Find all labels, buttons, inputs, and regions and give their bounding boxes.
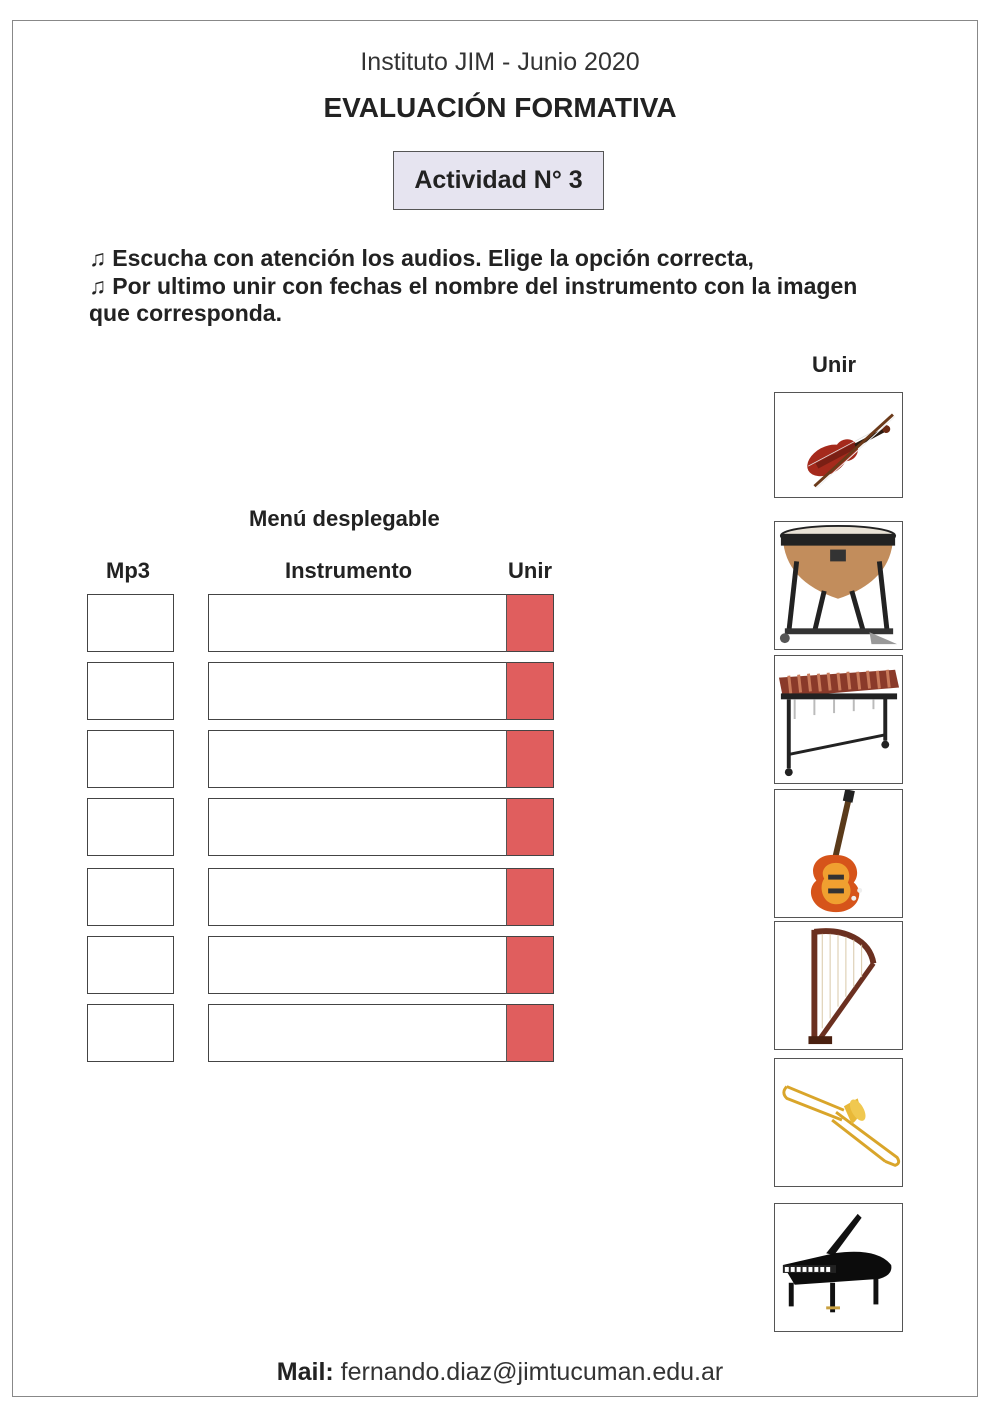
unir-images-label: Unir <box>812 352 856 377</box>
violin-icon <box>775 393 902 497</box>
xylophone-image[interactable] <box>774 655 903 784</box>
join-button[interactable] <box>506 1004 554 1062</box>
instruction-line-2: ♫ Por ultimo unir con fechas el nombre del instrumento con la imagen <box>89 272 858 299</box>
mp3-play-box[interactable] <box>87 662 174 720</box>
instrument-dropdown[interactable] <box>208 662 554 720</box>
activity-badge: Actividad N° 3 <box>393 151 604 210</box>
music-note-icon: ♫ <box>89 272 107 299</box>
join-button[interactable] <box>506 798 554 856</box>
harp-image[interactable] <box>774 921 903 1050</box>
mp3-play-box[interactable] <box>87 1004 174 1062</box>
electric-guitar-icon <box>775 790 902 917</box>
mp3-play-box[interactable] <box>87 936 174 994</box>
unir-column-label: Unir <box>508 558 552 583</box>
timpani-image[interactable] <box>774 521 903 650</box>
mp3-play-box[interactable] <box>87 798 174 856</box>
mp3-play-box[interactable] <box>87 594 174 652</box>
instructions <box>89 245 949 328</box>
instrument-dropdown[interactable] <box>208 868 554 926</box>
menu-label: Menú desplegable <box>249 506 440 531</box>
mp3-play-box[interactable] <box>87 730 174 788</box>
instruction-line-1: ♫ Escucha con atención los audios. Elige la opción correcta, <box>89 245 754 271</box>
instrument-dropdown[interactable] <box>208 1004 554 1062</box>
music-note-icon: ♫ <box>89 245 107 271</box>
institute-line: Instituto JIM - Junio 2020 <box>360 48 640 76</box>
instrument-dropdown[interactable] <box>208 936 554 994</box>
instrument-dropdown[interactable] <box>208 798 554 856</box>
instrument-dropdown[interactable] <box>208 730 554 788</box>
join-button[interactable] <box>506 662 554 720</box>
instruction-line-3: que corresponda. <box>89 300 282 326</box>
trombone-image[interactable] <box>774 1058 903 1187</box>
violin-image[interactable] <box>774 392 903 498</box>
trombone-icon <box>775 1059 902 1186</box>
instrument-dropdown[interactable] <box>208 594 554 652</box>
grand-piano-image[interactable] <box>774 1203 903 1332</box>
grand-piano-icon <box>775 1204 902 1331</box>
xylophone-icon <box>775 656 902 783</box>
mp3-play-box[interactable] <box>87 868 174 926</box>
mail-label: Mail: <box>276 1358 334 1386</box>
page-title: EVALUACIÓN FORMATIVA <box>323 92 677 123</box>
join-button[interactable] <box>506 936 554 994</box>
join-button[interactable] <box>506 868 554 926</box>
footer-mail <box>0 1358 1000 1387</box>
electric-guitar-image[interactable] <box>774 789 903 918</box>
timpani-icon <box>775 522 902 649</box>
harp-icon <box>775 922 902 1049</box>
mp3-column-label: Mp3 <box>106 558 150 583</box>
join-button[interactable] <box>506 594 554 652</box>
instrumento-column-label: Instrumento <box>285 558 413 583</box>
email-address[interactable]: fernando.diaz@jimtucuman.edu.ar <box>340 1358 724 1386</box>
join-button[interactable] <box>506 730 554 788</box>
